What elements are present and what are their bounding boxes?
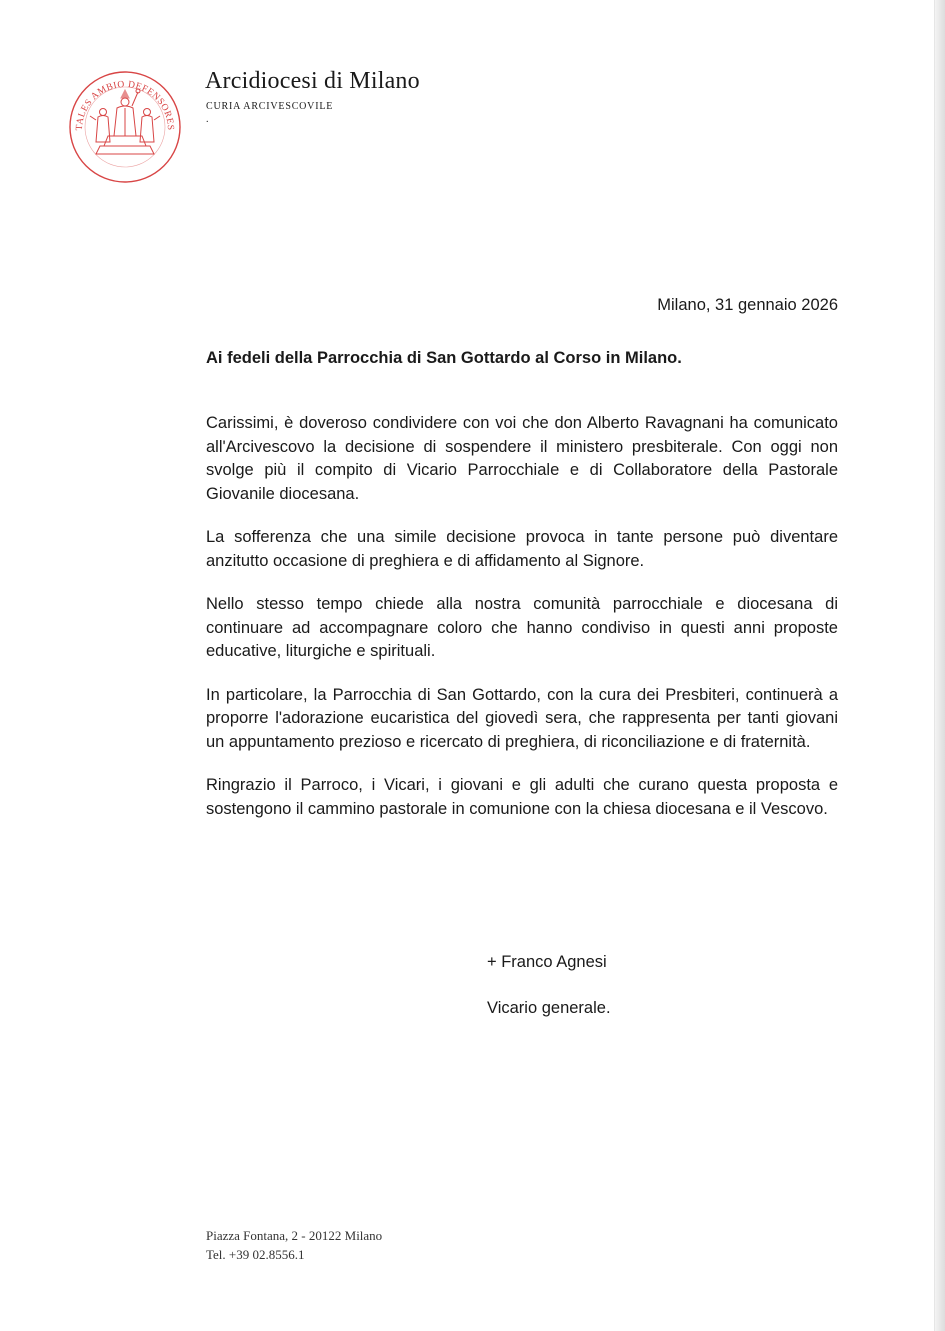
footer <box>206 1226 382 1264</box>
paragraph: Carissimi, è doveroso condividere con voi che don Alberto Ravagnani ha comunicato all'Arcivescovo la decisione di sospendere il ministero presbiterale. Con oggi non svolge più il compito di Vicario Parrocchiale e di Collaboratore della Pastorale Giovanile diocesana. <box>206 414 838 503</box>
paragraph: Ringrazio il Parroco, i Vicari, i giovani e gli adulti che curano questa proposta e sostengono il cammino pastorale in comunione con la chiesa diocesana e il Vescovo. <box>206 776 838 818</box>
paragraph: La sofferenza che una simile decisione provoca in tante persone può diventare anzitutto occasione di preghiera e di affidamento al Signore. <box>206 528 838 570</box>
header-dot: . <box>206 114 209 125</box>
letter-date: Milano, 31 gennaio 2026 <box>657 296 838 314</box>
page-edge <box>934 0 945 1331</box>
organization-subtitle: CURIA ARCIVESCOVILE <box>206 101 334 112</box>
svg-text:TALES AMBIO DEFENSORES: TALES AMBIO DEFENSORES <box>74 79 176 131</box>
paragraph: In particolare, la Parrocchia di San Gottardo, con la cura dei Presbiteri, continuerà a proporre l'adorazione eucaristica del giovedì sera, che rappresenta per tanti giovani un appuntamento prezioso e ricercato di preghiera, di riconciliazione e di fraternità. <box>206 685 838 751</box>
footer-address: Piazza Fontana, 2 - 20122 Milano <box>206 1228 383 1243</box>
signature-name: + Franco Agnesi <box>487 953 607 971</box>
paragraph: Nello stesso tempo chiede alla nostra comunità parrocchiale e diocesana di continuare ad accompagnare coloro che hanno condiviso in questi anni proposte educative, liturgiche e spirituali. <box>206 595 838 660</box>
organization-name: Arcidiocesi di Milano <box>205 68 420 94</box>
letter-addressee: Ai fedeli della Parrocchia di San Gottardo al Corso in Milano. <box>206 349 682 367</box>
footer-phone: Tel. +39 02.8556.1 <box>206 1247 305 1262</box>
archdiocese-seal-icon <box>68 70 182 184</box>
letter-body <box>206 412 838 841</box>
signature-role: Vicario generale. <box>487 999 611 1017</box>
